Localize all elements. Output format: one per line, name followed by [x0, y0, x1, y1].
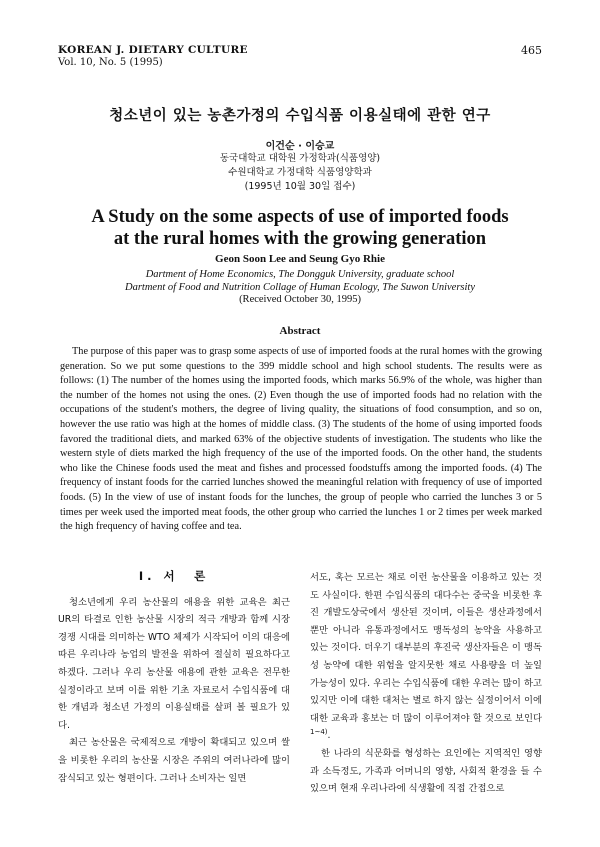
abstract-text: The purpose of this paper was to grasp some aspects of use of imported foods at the rural homes with the growing generation. So we put some questions to the 399 middle school and high school students. The results were as follows: (1) The number of the homes using the imported foods, which marks 56.9% of the whole, was higher than the number of the homes not using the ones. (2) Even though the use of imported foods had no relation with the occupations of the student's mothers, the degree of living quality, the situations of food consumption, and so on, however the use ratio was high at the homes of middle class. (3) The students of the home of using imported foods favored the traditional diets, and marked 63% of the objective students of investigation. The students who like the western style of diets marked the high frequency of the use of the imported foods. On the other hand, the students who like the Chinese foods used the meat and fishes and processed foodstuffs among the imported foods. (4) The frequency of instant foods for the carried lunches showed the meaningful relation with frequency of use of imported foods. (5) In the view of use of instant foods for the lunches, the group of people who carried the lunches 3 or 5 times per week used the imported meat foods, the other group who carried the lunches 1 or 2 times per week marked the high frequency of having coffee and tea.: [60, 346, 542, 533]
korean-affiliation-1: 동국대학교 대학원 가정학과(식품영양): [219, 153, 381, 164]
korean-received-date: (1995년 10월 30일 접수): [244, 181, 356, 192]
sentence-end: .: [327, 730, 331, 742]
body-column-left: [58, 568, 290, 787]
journal-volume: Vol. 10, No. 5 (1995): [58, 57, 163, 68]
body-paragraph: [310, 569, 542, 745]
body-paragraph: 한 나라의 식문화를 형성하는 요인에는 지역적인 영향과 소득정도, 가족과 어머니의 영향, 사회적 환경을 들 수 있으며 현재 우리나라에 식생활에 직접 간접으로: [310, 747, 542, 795]
english-title-line-1: A Study on the some aspects of use of imported foods: [91, 207, 509, 227]
page-number: 465: [521, 44, 542, 57]
english-title-line-2: at the rural homes with the growing generation: [113, 229, 487, 249]
section-heading-introduction: I. 서 론: [138, 569, 210, 583]
body-paragraph: 청소년에게 우리 농산물의 애용을 위한 교육은 최근 UR의 타결로 인한 농산물 시장의 적극 개방과 함께 시장 경쟁 시대를 의미하는 WTO 체제가 시작되어 이의 대응에 따른 우리나라 농업의 발전을 위하여 절실히 필요하다고 하겠다. 그러나 우리 농산물 애용에 관한 교육은 전무한 실정이라고 보며 이를 위한 기초 자료로서 수입식품에 대한 개념과 청소년 가정의 이용실태를 살펴 볼 필요가 있다.: [58, 596, 290, 731]
abstract-heading: Abstract: [279, 325, 321, 337]
korean-title: 청소년이 있는 농촌가정의 수입식품 이용실태에 관한 연구: [109, 108, 491, 124]
english-affiliation-2: Dartment of Food and Nutrition Collage of Human Ecology, The Suwon University: [125, 282, 475, 293]
body-paragraph: 최근 농산물은 국제적으로 개방이 확대되고 있으며 쌀을 비롯한 우리의 농산물 시장은 주위의 여러나라에 많이 잠식되고 있는 형편이다. 그러나 소비자는 일면: [58, 737, 290, 784]
korean-authors: 이건순 · 이승교: [265, 141, 335, 152]
korean-affiliation-2: 수원대학교 가정대학 식품영양학과: [228, 167, 372, 178]
journal-name: KOREAN J. DIETARY CULTURE: [58, 44, 248, 56]
body-paragraph-text: 서도, 혹는 모르는 채로 이런 농산물을 이용하고 있는 것도 사실이다. 한편 수입식품의 대다수는 중국을 비롯한 후진 개발도상국에서 생산된 것이며, 이들은 생산과정에서 뿐만 아니라 유통과정에서도 맹독성의 농약을 사용하고 있는 것이다. 더우기 대부분의 후진국 생산자들은 이 맹독성 농약에 대한 위험을 알지못한 채로 사용량을 더 높일 가능성이 있다. 우리는 수입식품에 대한 우려는 많이 하고 있지만 이에 대한 대처는 별로 하지 않는 실정이어서 이에 대한 교육과 홍보는 더 많이 이루어져야 할 것으로 보인다: [310, 572, 542, 724]
english-authors: Geon Soon Lee and Seung Gyo Rhie: [215, 253, 385, 265]
english-title: [40, 206, 560, 250]
citation-superscript: 1~4): [310, 728, 328, 737]
english-received-date: (Received October 30, 1995): [239, 294, 361, 305]
english-affiliation-1: Dartment of Home Economics, The Dongguk University, graduate school: [145, 269, 455, 280]
body-column-right: [310, 569, 542, 798]
